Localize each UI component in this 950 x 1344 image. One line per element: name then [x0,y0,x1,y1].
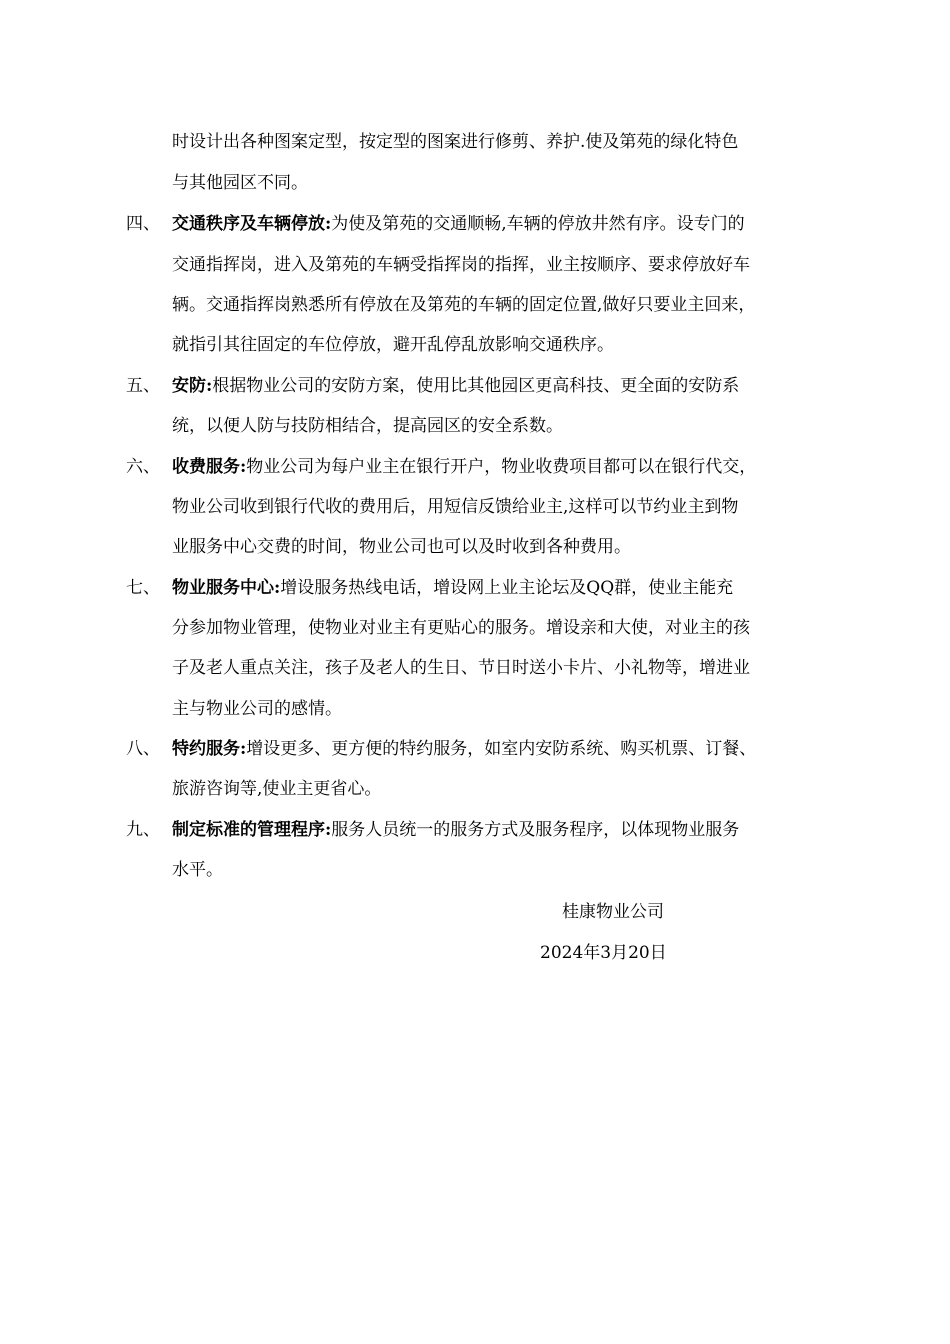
item-title: 收费服务: [172,457,247,477]
item-number: 七、 [126,578,160,598]
item-line: 水平。 [172,860,223,880]
item-title: 物业服务中心: [172,578,281,598]
item-first-line [172,454,756,480]
item-line: 业服务中心交费的时间，物业公司也可以及时收到各种费用。 [172,537,631,557]
item-line: 物业公司收到银行代收的费用后，用短信反馈给业主,这样可以节约业主到物 [172,497,739,517]
item-first-line [172,817,739,843]
item-number: 九、 [126,820,160,840]
item-text: 根据物业公司的安防方案，使用比其他园区更高科技、更全面的安防系 [212,376,740,396]
item-text: 服务人员统一的服务方式及服务程序，以体现物业服务 [331,820,740,840]
item-text: 为使及第苑的交通顺畅,车辆的停放井然有序。设专门的 [331,214,745,234]
item-line: 辆。交通指挥岗熟悉所有停放在及第苑的车辆的固定位置,做好只要业主回来， [172,295,756,315]
item-line: 统，以便人防与技防相结合，提高园区的安全系数。 [172,416,563,436]
signature-date: 2024年3月20日 [540,943,667,963]
item-number: 五、 [126,376,160,396]
item-title: 特约服务: [172,739,247,759]
item-title: 安防: [172,376,213,396]
item-text: 增设服务热线电话，增设网上业主论坛及QQ群，使业主能充 [280,578,734,598]
item-title: 制定标准的管理程序: [172,820,332,840]
item-text: 增设更多、更方便的特约服务，如室内安防系统、购买机票、订餐、 [246,739,757,759]
item-first-line [172,575,733,601]
item-first-line [172,211,745,237]
item-line: 旅游咨询等,使业主更省心。 [172,779,382,799]
item-line: 主与物业公司的感情。 [172,699,342,719]
item-first-line [172,373,739,399]
item-number: 六、 [126,457,160,477]
item-title: 交通秩序及车辆停放: [172,214,332,234]
item-line: 就指引其往固定的车位停放，避开乱停乱放影响交通秩序。 [172,335,614,355]
continuation-line-1: 时设计出各种图案定型，按定型的图案进行修剪、养护.使及第苑的绿化特色 [172,132,739,152]
item-line: 交通指挥岗，进入及第苑的车辆受指挥岗的指挥，业主按顺序、要求停放好车 [172,255,750,275]
item-line: 分参加物业管理，使物业对业主有更贴心的服务。增设亲和大使，对业主的孩 [172,618,750,638]
item-line: 子及老人重点关注，孩子及老人的生日、节日时送小卡片、小礼物等，增进业 [172,658,750,678]
item-number: 八、 [126,739,160,759]
item-first-line [172,736,756,762]
item-number: 四、 [126,214,160,234]
item-text: 物业公司为每户业主在银行开户，物业收费项目都可以在银行代交， [246,457,757,477]
continuation-line-2: 与其他园区不同。 [172,173,308,193]
signature-company: 桂康物业公司 [562,902,664,922]
